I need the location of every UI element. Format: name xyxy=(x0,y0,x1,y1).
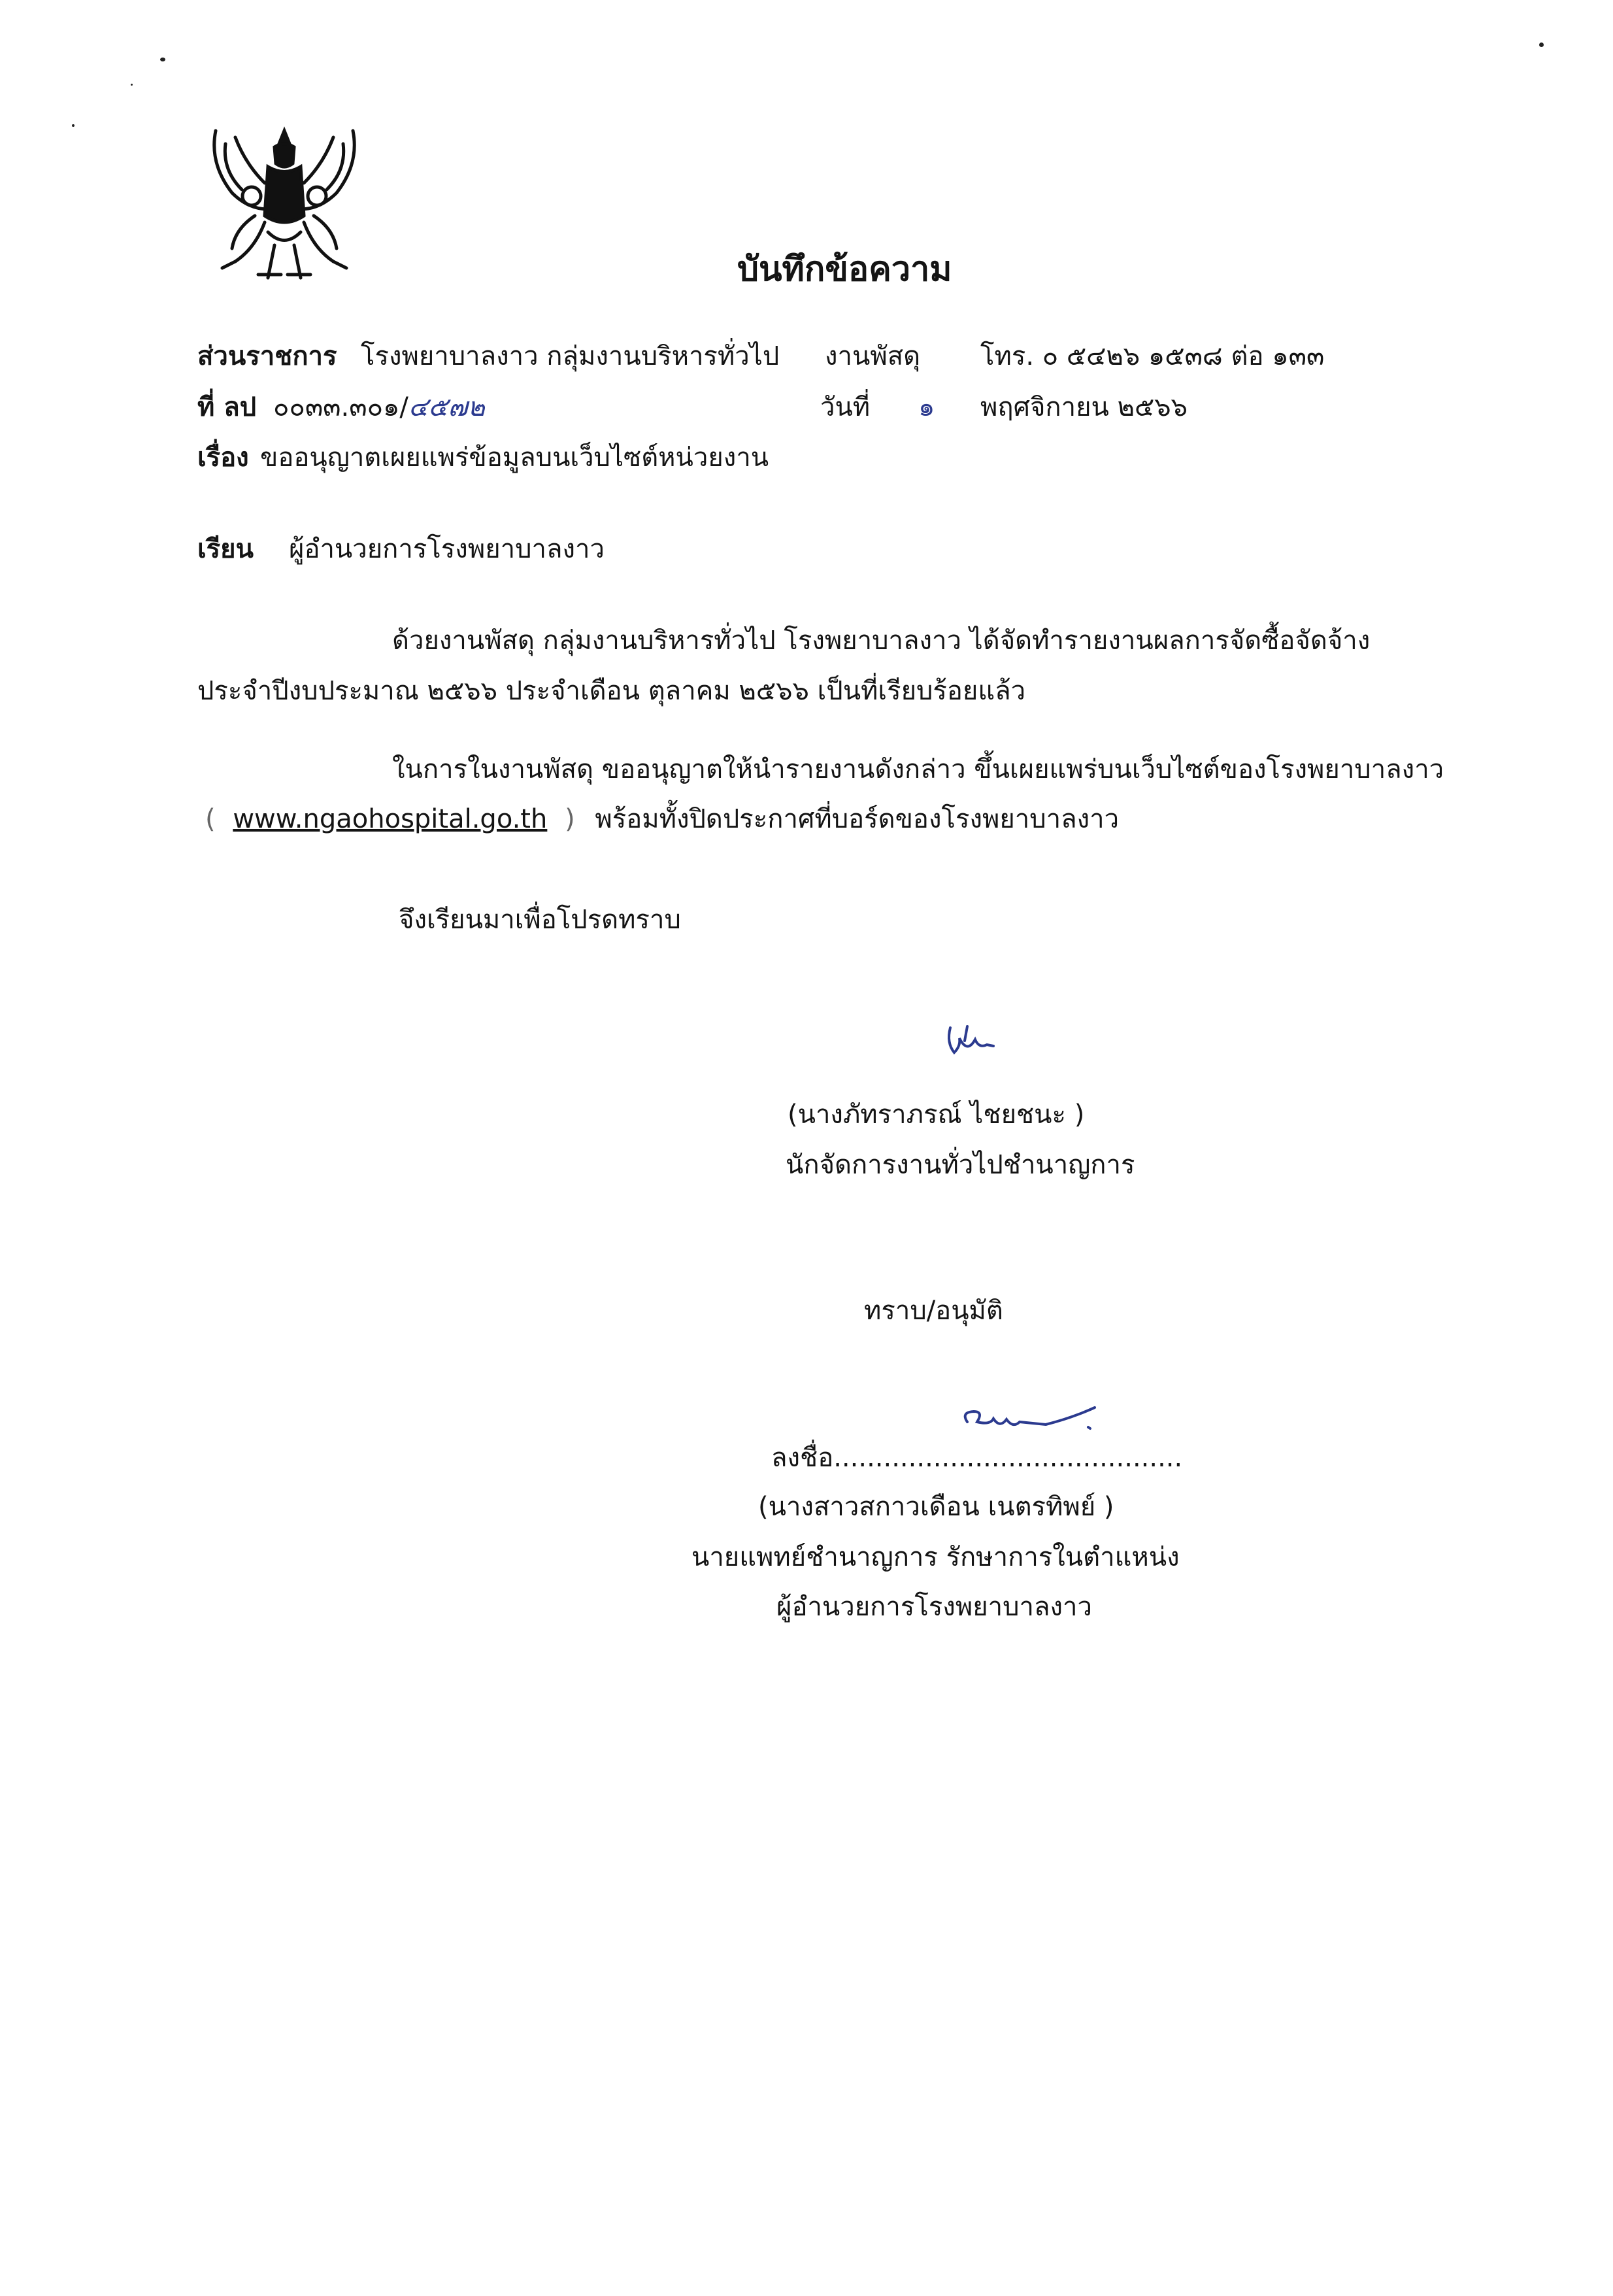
garuda-emblem-icon xyxy=(196,118,373,288)
memo-title: บันทึกข้อความ xyxy=(737,250,952,289)
date-month-year: พฤศจิกายน ๒๕๖๖ xyxy=(980,392,1188,422)
approver-position-1: นายแพทย์ชำนาญการ รักษาการในตำแหน่ง xyxy=(691,1542,1180,1572)
subject-value: ขออนุญาตเผยแพร่ข้อมูลบนเว็บไซต์หน่วยงาน xyxy=(260,443,769,473)
paragraph-1-line-2: ประจำปีงบประมาณ ๒๕๖๖ ประจำเดือน ตุลาคม ๒๕๖๖ เป็นที่เรียบร้อยแล้ว xyxy=(197,676,1026,706)
ref-number xyxy=(273,391,485,424)
signer-1-position: นักจัดการงานทั่วไปชำนาญการ xyxy=(786,1150,1135,1180)
approver-name: (นางสาวสกาวเดือน เนตรทิพย์ ) xyxy=(758,1492,1114,1522)
section-value: งานพัสดุ xyxy=(825,341,921,371)
ref-label: ที่ ลป xyxy=(197,392,257,422)
scan-speck xyxy=(1539,42,1544,47)
to-label: เรียน xyxy=(197,534,254,564)
department-label: ส่วนราชการ xyxy=(197,341,337,371)
phone-value: โทร. ๐ ๕๔๒๖ ๑๕๓๘ ต่อ ๑๓๓ xyxy=(980,341,1325,371)
hospital-website-link[interactable]: www.ngaohospital.go.th xyxy=(233,804,548,834)
approval-sign-line: ลงชื่อ.......................................... xyxy=(771,1443,1183,1473)
scan-speck xyxy=(72,124,75,127)
paragraph-2-line-1: ในการในงานพัสดุ ขออนุญาตให้นำรายงานดังกล่าว ขึ้นเผยแพร่บนเว็บไซต์ของโรงพยาบาลงาว xyxy=(392,754,1444,785)
paragraph-2-line-2 xyxy=(205,803,1119,836)
handwritten-signature-2 xyxy=(954,1402,1105,1442)
approver-position-2: ผู้อำนวยการโรงพยาบาลงาว xyxy=(776,1592,1092,1622)
closing-line: จึงเรียนมาเพื่อโปรดทราบ xyxy=(399,905,681,935)
handwritten-signature-1 xyxy=(941,1020,1000,1066)
url-open-paren: ( xyxy=(205,804,216,834)
paragraph-2-rest: พร้อมทั้งปิดประกาศที่บอร์ดของโรงพยาบาลงาว xyxy=(595,804,1120,834)
approval-text: ทราบ/อนุมัติ xyxy=(864,1296,1003,1326)
date-day: ๑ xyxy=(918,392,935,422)
department-value: โรงพยาบาลงาว กลุ่มงานบริหารทั่วไป xyxy=(361,341,780,371)
ref-number-printed: ๐๐๓๓.๓๐๑/ xyxy=(273,392,408,422)
scan-speck xyxy=(131,84,133,86)
subject-label: เรื่อง xyxy=(197,443,249,473)
url-close-paren: ) xyxy=(565,804,575,834)
to-value: ผู้อำนวยการโรงพยาบาลงาว xyxy=(289,534,605,564)
ref-number-handwritten: ๔๕๗๒ xyxy=(408,392,485,422)
signer-1-name: (นางภัทราภรณ์ ไชยชนะ ) xyxy=(788,1100,1085,1130)
scan-speck xyxy=(160,58,165,61)
paragraph-1-line-1: ด้วยงานพัสดุ กลุ่มงานบริหารทั่วไป โรงพยาบาลงาว ได้จัดทำรายงานผลการจัดซื้อจัดจ้าง xyxy=(392,626,1371,656)
date-label: วันที่ xyxy=(820,392,871,422)
